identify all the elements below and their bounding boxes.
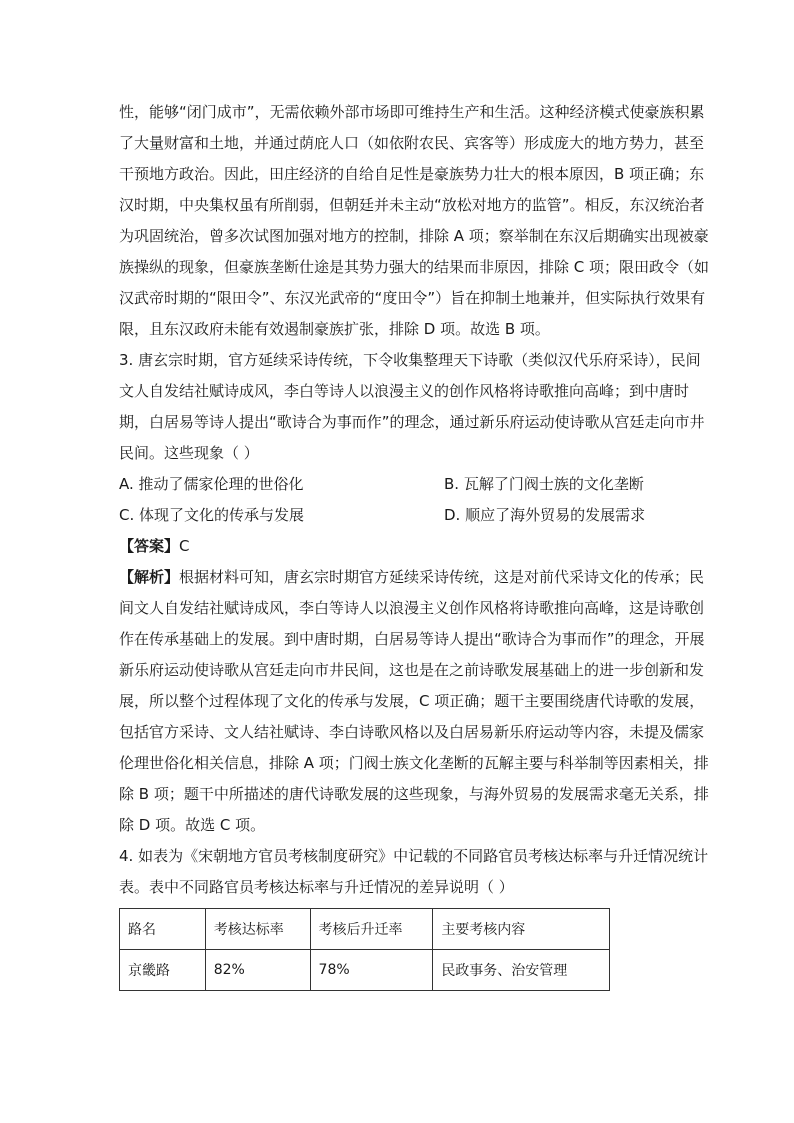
table-row xyxy=(120,950,610,991)
text-line: 汉时期，中央集权虽有所削弱，但朝廷并未主动“放松对地方的监管”。相反，东汉统治者 xyxy=(119,196,705,214)
option-b: B. 瓦解了门阀士族的文化垄断 xyxy=(444,475,644,493)
options-row xyxy=(119,500,673,531)
question-stem-line: 民间。这些现象（ ） xyxy=(119,444,259,462)
analysis-line: 作在传承基础上的发展。到中唐时期，白居易等诗人提出“歌诗合为事而作”的理念，开展 xyxy=(119,630,705,648)
question-stem-line: 表。表中不同路官员考核达标率与升迁情况的差异说明（ ） xyxy=(119,878,514,896)
question-stem-line: 文人自发结社赋诗成风，李白等诗人以浪漫主义的创作风格将诗歌推向高峰；到中唐时 xyxy=(119,382,690,400)
table-cell: 民政事务、治安管理 xyxy=(433,950,610,991)
table-header-cell: 考核达标率 xyxy=(205,909,310,950)
analysis-line xyxy=(119,562,705,593)
option-a: A. 推动了儒家伦理的世俗化 xyxy=(119,475,304,493)
question-stem-line: 3. 唐玄宗时期，官方延续采诗传统，下令收集整理天下诗歌（类似汉代乐府采诗），民间 xyxy=(119,351,701,369)
text-line: 了大量财富和土地，并通过荫庇人口（如依附农民、宾客等）形成庞大的地方势力，甚至 xyxy=(119,134,705,152)
table-cell: 京畿路 xyxy=(120,950,206,991)
question-stem-line: 期，白居易等诗人提出“歌诗合为事而作”的理念，通过新乐府运动使诗歌从宫廷走向市井 xyxy=(119,413,705,431)
analysis-line: 除 B 项；题干中所描述的唐代诗歌发展的这些现象，与海外贸易的发展需求毫无关系，排 xyxy=(119,785,709,803)
analysis-label: 【解析】 xyxy=(119,568,180,586)
analysis-line: 包括官方采诗、文人结社赋诗、李白诗歌风格以及白居易新乐府运动等内容，未提及儒家 xyxy=(119,723,705,741)
analysis-line: 除 D 项。故选 C 项。 xyxy=(119,816,266,834)
text-line: 汉武帝时期的“限田令”、东汉光武帝的“度田令”）旨在抑制土地兼并，但实际执行效果有 xyxy=(119,289,706,307)
text-line: 族操纵的现象，但豪族垄断仕途是其势力强大的结果而非原因，排除 C 项；限田政令（如 xyxy=(119,258,710,276)
analysis-line: 展，所以整个过程体现了文化的传承与发展，C 项正确；题干主要围绕唐代诗歌的发展， xyxy=(119,692,705,710)
analysis-line: 新乐府运动使诗歌从宫廷走向市井民间，这也是在之前诗歌发展基础上的进一步创新和发 xyxy=(119,661,705,679)
option-d: D. 顺应了海外贸易的发展需求 xyxy=(444,506,646,524)
table-header-row xyxy=(120,909,610,950)
document-page xyxy=(119,97,710,991)
answer-value: C xyxy=(179,537,190,555)
question-3 xyxy=(119,345,709,841)
table-cell: 82% xyxy=(205,950,310,991)
table-cell: 78% xyxy=(310,950,433,991)
answer-label: 【答案】 xyxy=(119,537,180,555)
stats-table xyxy=(119,908,610,991)
analysis-text: 根据材料可知，唐玄宗时期官方延续采诗传统，这是对前代采诗文化的传承；民 xyxy=(179,568,705,586)
text-line: 为巩固统治，曾多次试图加强对地方的控制，排除 A 项；察举制在东汉后期确实出现被豪 xyxy=(119,227,709,245)
option-c: C. 体现了文化的传承与发展 xyxy=(119,506,305,524)
analysis-line: 伦理世俗化相关信息，排除 A 项；门阀士族文化垄断的瓦解主要与科举制等因素相关，排 xyxy=(119,754,709,772)
text-line: 限，且东汉政府未能有效遏制豪族扩张，排除 D 项。故选 B 项。 xyxy=(119,320,550,338)
analysis-line: 间文人自发结社赋诗成风，李白等诗人以浪漫主义创作风格将诗歌推向高峰，这是诗歌创 xyxy=(119,599,705,617)
options-row xyxy=(119,469,673,500)
table-header-cell: 主要考核内容 xyxy=(433,909,610,950)
previous-analysis-continued xyxy=(119,97,710,345)
text-line: 干预地方政治。因此，田庄经济的自给自足性是豪族势力壮大的根本原因，B 项正确；东 xyxy=(119,165,705,183)
table-header-cell: 考核后升迁率 xyxy=(310,909,433,950)
text-line: 性，能够“闭门成市”，无需依赖外部市场即可维持生产和生活。这种经济模式使豪族积累 xyxy=(119,103,705,121)
table-header-cell: 路名 xyxy=(120,909,206,950)
answer-line xyxy=(119,531,673,562)
question-4 xyxy=(119,841,709,991)
question-stem-line: 4. 如表为《宋朝地方官员考核制度研究》中记载的不同路官员考核达标率与升迁情况统计 xyxy=(119,847,709,865)
